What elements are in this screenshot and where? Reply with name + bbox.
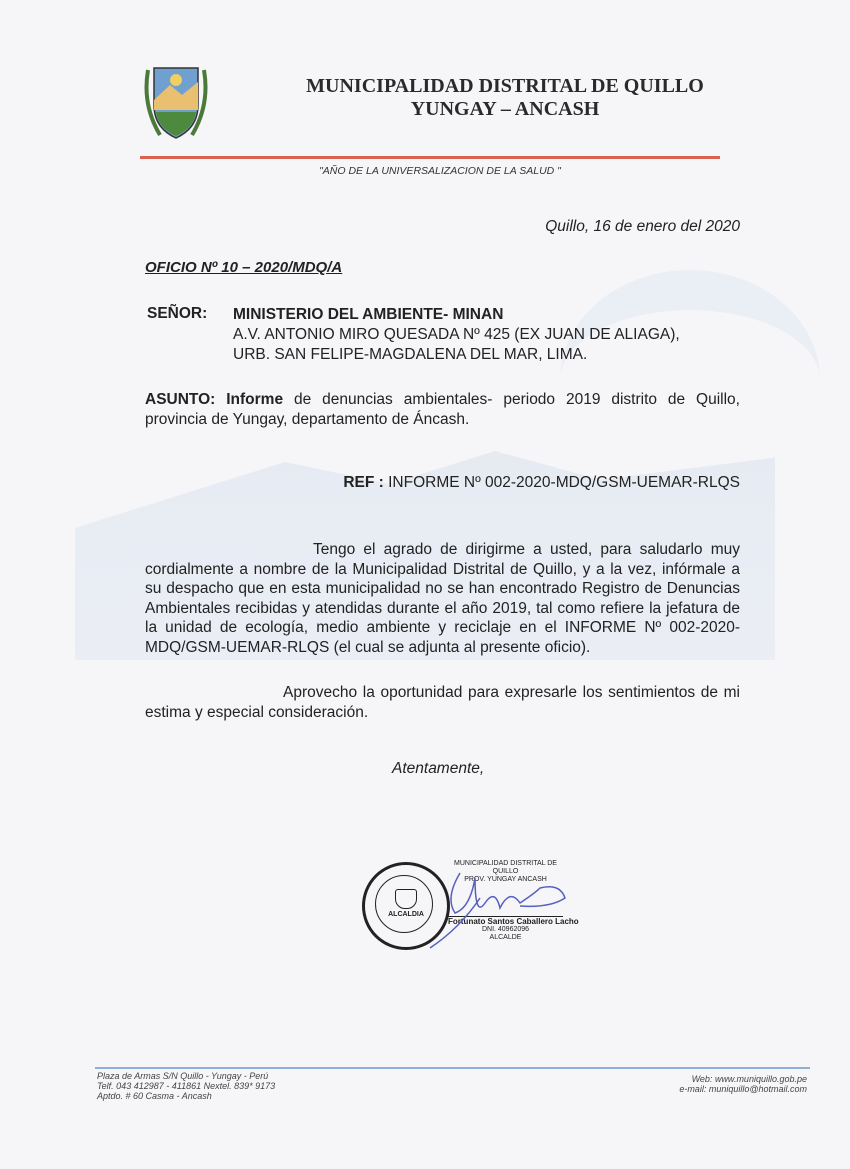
footer-web: Web: www.muniquillo.gob.pe: [691, 1074, 807, 1084]
municipal-logo: [140, 60, 212, 145]
coat-of-arms-icon: [395, 889, 417, 909]
header-title-line1: MUNICIPALIDAD DISTRITAL DE QUILLO: [306, 75, 704, 97]
asunto: [145, 390, 740, 429]
footer-right: [679, 1074, 807, 1094]
footer-email: e-mail: muniquillo@hotmail.com: [679, 1084, 807, 1094]
signer-dni: DNI. 40962096: [481, 926, 530, 933]
watermark-arc: [560, 270, 820, 490]
signature: [420, 858, 580, 953]
signer-role: ALCALDE: [489, 934, 522, 941]
recipient-address1: A.V. ANTONIO MIRO QUESADA Nº 425 (EX JUAN DE ALIAGA),: [233, 326, 680, 343]
footer-left: [97, 1071, 275, 1101]
motto: "AÑO DE LA UNIVERSALIZACION DE LA SALUD ": [319, 165, 561, 177]
header-title-line2: YUNGAY – ANCASH: [410, 98, 600, 120]
asunto-text: de denuncias ambientales- periodo 2019 distrito de Quillo, provincia de Yungay, departamento de Áncash.: [145, 391, 740, 428]
header-divider: [140, 156, 720, 159]
ref-text: INFORME Nº 002-2020-MDQ/GSM-UEMAR-RLQS: [383, 474, 740, 491]
date: Quillo, 16 de enero del 2020: [545, 218, 740, 235]
footer-po-box: Aptdo. # 60 Casma - Ancash: [97, 1091, 212, 1101]
recipient-address2: URB. SAN FELIPE-MAGDALENA DEL MAR, LIMA.: [233, 346, 588, 363]
recipient-label: SEÑOR:: [147, 305, 208, 322]
seal-center-text: ALCALDIA: [388, 911, 424, 918]
asunto-bold: Informe: [226, 391, 284, 408]
footer-address: Plaza de Armas S/N Quillo - Yungay - Perú: [97, 1071, 269, 1081]
reference: [343, 474, 740, 492]
ref-label: REF :: [343, 474, 384, 491]
footer-divider: [95, 1067, 810, 1069]
signer-name: Fortunato Santos Caballero Lacho: [448, 917, 579, 926]
paragraph-2: Aprovecho la oportunidad para expresarle los sentimientos de mi estima y especial consideración.: [145, 684, 740, 721]
stamp-line2: PROV. YUNGAY ANCASH: [464, 876, 547, 883]
closing: Atentamente,: [392, 760, 485, 777]
paragraph-1: Tengo el agrado de dirigirme a usted, para saludarlo muy cordialmente a nombre de la Municipalidad Distrital de Quillo, y a la vez, infórmale a su despacho que en esta municipalidad no se han encontrado Registro de Denuncias Ambientales recibidas y atendidas durante el año 2019, tal como refiere la jefatura de la unidad de ecología, medio ambiente y reciclaje en el INFORME Nº 002-2020-MDQ/GSM-UEMAR-RLQS (el cual se adjunta al presente oficio).: [145, 541, 740, 656]
stamp-line1: MUNICIPALIDAD DISTRITAL DE QUILLO: [454, 860, 557, 875]
recipient-name: MINISTERIO DEL AMBIENTE- MINAN: [233, 306, 504, 323]
recipient-block: [233, 305, 680, 365]
asunto-label: ASUNTO:: [145, 391, 216, 408]
oficio-number: OFICIO Nº 10 – 2020/MDQ/A: [145, 259, 343, 276]
footer-phone: Telf. 043 412987 - 411861 Nextel. 839* 9173: [97, 1081, 276, 1091]
